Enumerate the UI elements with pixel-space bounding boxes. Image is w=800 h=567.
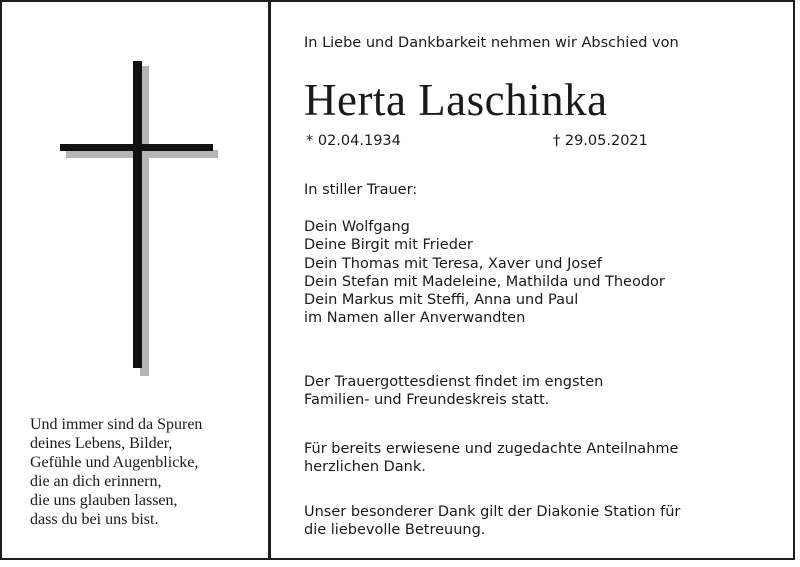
service-line: Familien- und Freundeskreis statt. [304,392,550,408]
memorial-poem [30,415,262,529]
special-thanks-line: Unser besonderer Dank gilt der Diakonie Station für [304,504,681,520]
service-notice [304,373,603,409]
special-thanks-notice [304,503,680,539]
family-member: Dein Wolfgang [304,219,410,235]
family-member: Dein Thomas mit Teresa, Xaver und Josef [304,255,602,272]
poem-line: Gefühle und Augenblicke, [30,454,199,471]
cross-horizontal-beam [60,144,213,151]
cross-shadow-horizontal [66,150,218,158]
family-list [304,218,665,328]
poem-line: Und immer sind da Spuren [30,416,203,433]
family-member: Dein Markus mit Steffi, Anna und Paul [304,292,579,309]
thanks-notice [304,440,678,476]
cross-icon [56,60,226,380]
poem-line: die uns glauben lassen, [30,492,178,509]
death-date: † 29.05.2021 [553,133,648,149]
thanks-line: herzlichen Dank. [304,459,426,475]
cross-vertical-beam [133,61,142,368]
poem-line: dass du bei uns bist. [30,511,159,528]
poem-line: deines Lebens, Bilder, [30,435,173,452]
intro-text: In Liebe und Dankbarkeit nehmen wir Abschied von [304,35,679,51]
thanks-line: Für bereits erwiesene und zugedachte Anteilnahme [304,441,679,457]
mourning-heading: In stiller Trauer: [304,182,418,198]
birth-date: * 02.04.1934 [306,133,401,149]
deceased-name: Herta Laschinka [304,75,608,125]
family-member: Dein Stefan mit Madeleine, Mathilda und Theodor [304,273,665,290]
special-thanks-line: die liebevolle Betreuung. [304,522,486,538]
family-member: Deine Birgit mit Frieder [304,237,473,254]
poem-line: die an dich erinnern, [30,473,162,490]
service-line: Der Trauergottesdienst findet im engsten [304,374,604,390]
column-divider [268,0,271,560]
family-member: im Namen aller Anverwandten [304,310,526,327]
